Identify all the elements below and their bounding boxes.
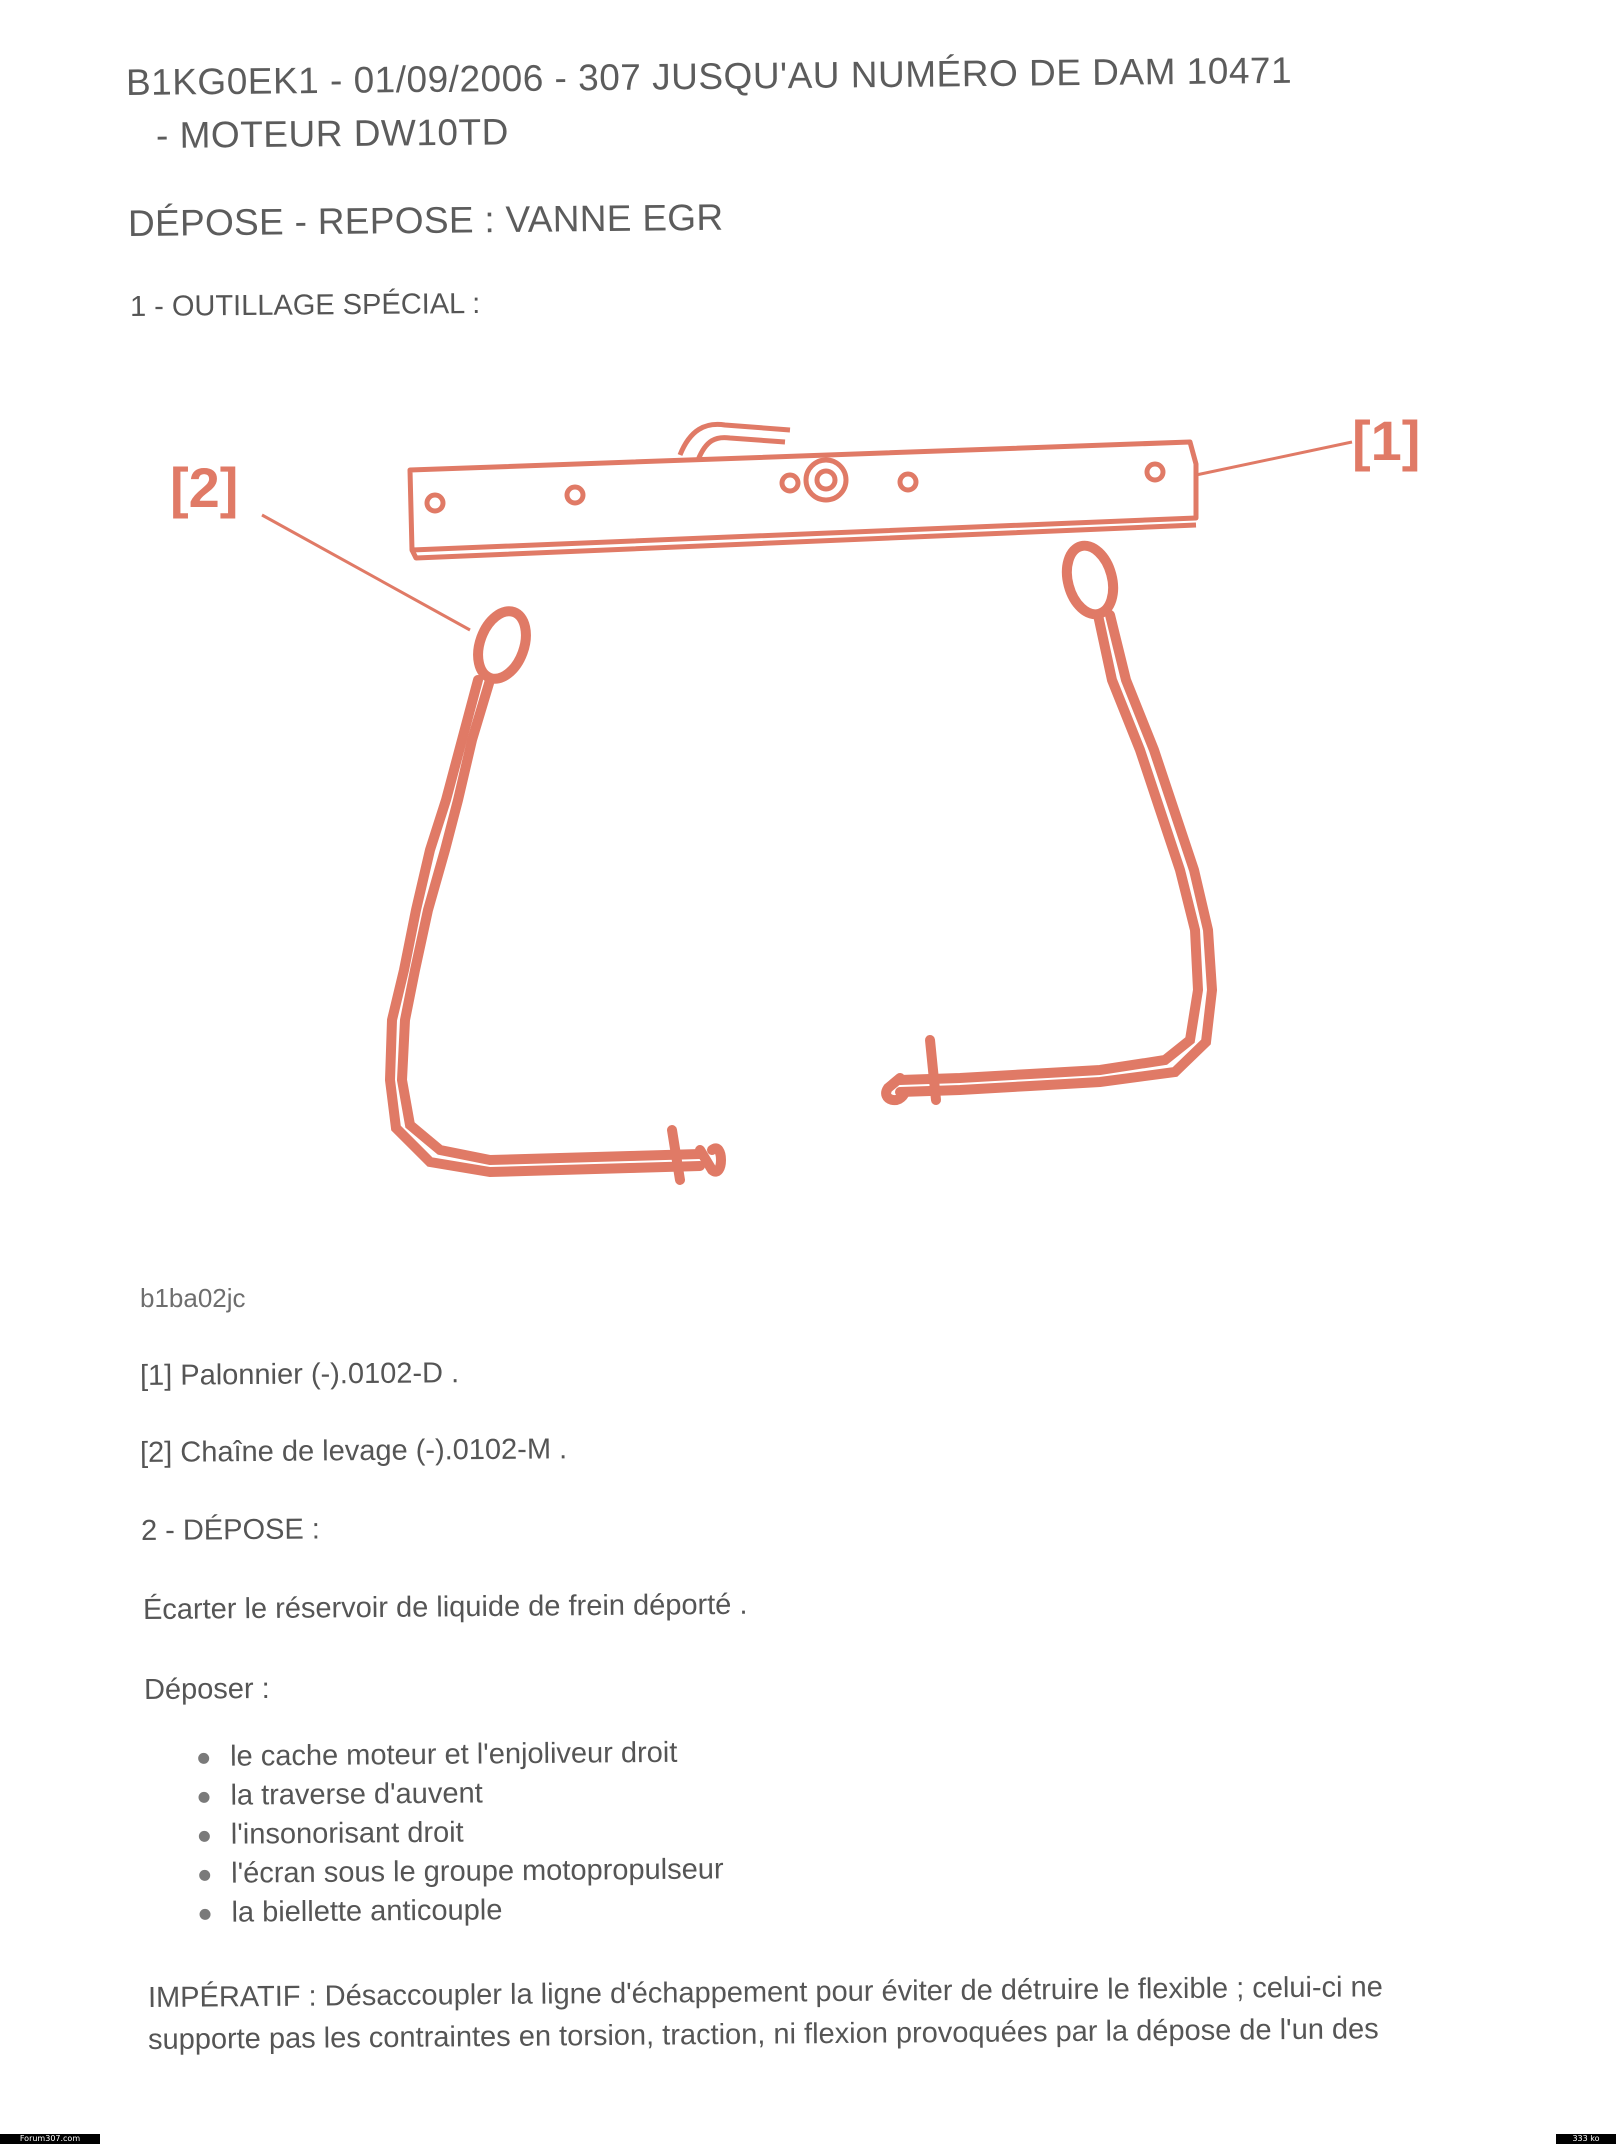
removal-list xyxy=(190,1733,724,1933)
callout-2-label: [2] xyxy=(170,456,239,519)
bullet-icon xyxy=(199,1909,210,1920)
imperatif-note-line-1: IMPÉRATIF : Désaccoupler la ligne d'échappement pour éviter de détruire le flexible ; celui-ci ne xyxy=(147,1971,1383,2014)
list-item: l'insonorisant droit xyxy=(191,1811,724,1855)
list-item: l'écran sous le groupe motopropulseur xyxy=(191,1850,724,1894)
lifting-chain-right xyxy=(886,540,1212,1100)
document-header-line-1: B1KG0EK1 - 01/09/2006 - 307 JUSQU'AU NUMÉRO DE DAM 10471 xyxy=(125,49,1293,103)
section-special-tools: 1 - OUTILLAGE SPÉCIAL : xyxy=(129,287,481,323)
bullet-icon xyxy=(198,1753,209,1764)
list-item: le cache moteur et l'enjoliveur droit xyxy=(190,1733,723,1777)
bullet-icon xyxy=(199,1870,210,1881)
imperatif-note-line-2: supporte pas les contraintes en torsion, traction, ni flexion provoquées par la dépose de l'un des xyxy=(147,2013,1379,2056)
step-remove-heading: Déposer : xyxy=(143,1672,270,1706)
step-move-brake-reservoir: Écarter le réservoir de liquide de frein déporté . xyxy=(142,1588,748,1626)
section-removal: 2 - DÉPOSE : xyxy=(140,1513,321,1547)
bullet-icon xyxy=(198,1792,209,1803)
lifting-chain-left xyxy=(390,605,721,1180)
footer-size-badge: 333 ko xyxy=(1556,2134,1616,2144)
tool-item-1: [1] Palonnier (-).0102-D . xyxy=(139,1357,460,1392)
figure-caption: b1ba02jc xyxy=(140,1283,246,1313)
page-title: DÉPOSE - REPOSE : VANNE EGR xyxy=(127,196,724,244)
lifting-tool-illustration xyxy=(0,380,1616,1200)
palonnier-bar xyxy=(410,424,1196,558)
footer-source-badge: Forum307.com xyxy=(0,2134,100,2144)
list-item: la traverse d'auvent xyxy=(190,1772,723,1816)
document-header-line-2: - MOTEUR DW10TD xyxy=(155,111,510,156)
list-item: la biellette anticouple xyxy=(191,1889,724,1933)
tool-item-2: [2] Chaîne de levage (-).0102-M . xyxy=(139,1433,568,1469)
callout-1-label: [1] xyxy=(1352,409,1421,472)
bullet-icon xyxy=(199,1831,210,1842)
